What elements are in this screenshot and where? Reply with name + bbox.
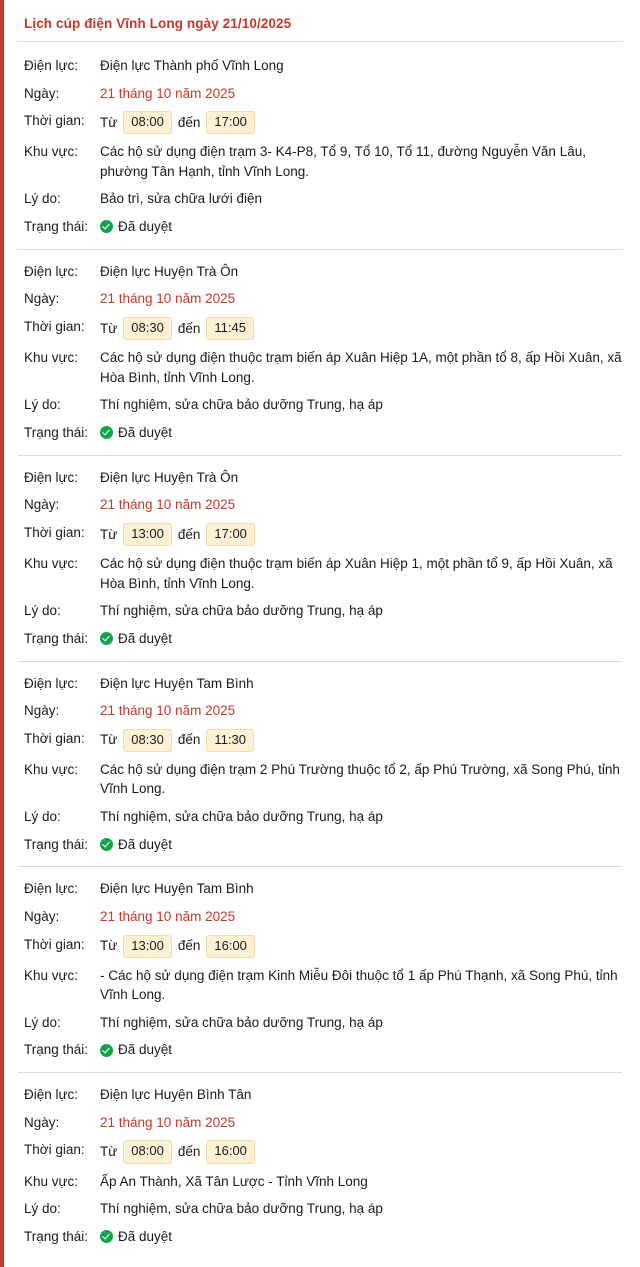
outage-row bbox=[18, 419, 622, 449]
time-to-word: đến bbox=[177, 938, 201, 954]
outage-row bbox=[18, 756, 622, 803]
value-status bbox=[90, 835, 622, 857]
value-area: Các hộ sử dụng điện trạm 2 Phú Trường thuộc tổ 2, ấp Phú Trường, xã Song Phú, tỉnh Vĩnh Long. bbox=[100, 761, 620, 797]
outage-row bbox=[18, 1168, 622, 1196]
time-to-chip: 17:00 bbox=[206, 111, 255, 134]
label-reason: Lý do: bbox=[24, 1201, 61, 1217]
value-date: 21 tháng 10 năm 2025 bbox=[100, 908, 236, 924]
status-badge: Đã duyệt bbox=[118, 630, 173, 646]
value-date: 21 tháng 10 năm 2025 bbox=[100, 497, 236, 513]
value-area: Các hộ sử dụng điện thuộc trạm biến áp Xuân Hiệp 1A, một phần tổ 8, ấp Hồi Xuân, xã Hòa Bình, tỉnh Vĩnh Long. bbox=[100, 350, 622, 385]
label-reason: Lý do: bbox=[24, 603, 61, 619]
value-date: 21 tháng 10 năm 2025 bbox=[100, 291, 236, 307]
outage-row bbox=[18, 313, 622, 344]
status-badge: Đã duyệt bbox=[118, 1228, 173, 1244]
check-circle-icon bbox=[100, 426, 113, 439]
value-reason: Thí nghiệm, sửa chữa bảo dưỡng Trung, hạ áp bbox=[100, 808, 383, 824]
label-power-company: Điện lực: bbox=[24, 263, 79, 279]
value-reason: Thí nghiệm, sửa chữa bảo dưỡng Trung, hạ áp bbox=[100, 603, 383, 619]
outage-row bbox=[18, 1195, 622, 1223]
time-to-word: đến bbox=[177, 1144, 201, 1160]
label-reason: Lý do: bbox=[24, 808, 61, 824]
time-to-chip: 11:45 bbox=[206, 317, 254, 340]
value-date: 21 tháng 10 năm 2025 bbox=[100, 1114, 236, 1130]
time-to-chip: 11:30 bbox=[206, 729, 254, 752]
value-status bbox=[90, 629, 622, 651]
label-time: Thời gian: bbox=[24, 1142, 85, 1158]
status-badge: Đã duyệt bbox=[118, 1042, 173, 1058]
time-to-word: đến bbox=[177, 320, 201, 336]
value-time bbox=[90, 729, 622, 752]
label-time: Thời gian: bbox=[24, 318, 85, 334]
label-date: Ngày: bbox=[24, 291, 60, 307]
label-status: Trạng thái: bbox=[24, 1042, 89, 1058]
outage-row bbox=[18, 625, 622, 655]
value-date: 21 tháng 10 năm 2025 bbox=[100, 703, 236, 719]
outage-row bbox=[18, 1081, 622, 1109]
time-from-chip: 13:00 bbox=[123, 523, 172, 546]
value-time bbox=[90, 1140, 622, 1163]
outage-row bbox=[18, 185, 622, 213]
outage-row bbox=[18, 258, 622, 286]
label-time: Thời gian: bbox=[24, 524, 85, 540]
value-power-company: Điện lực Huyện Trà Ôn bbox=[100, 263, 239, 279]
time-from-chip: 08:30 bbox=[123, 317, 172, 340]
time-from-word: Từ bbox=[100, 526, 118, 542]
label-reason: Lý do: bbox=[24, 397, 61, 413]
label-power-company: Điện lực: bbox=[24, 1087, 79, 1103]
label-area: Khu vực: bbox=[24, 967, 79, 983]
outage-card bbox=[18, 456, 622, 662]
label-date: Ngày: bbox=[24, 1114, 60, 1130]
label-area: Khu vực: bbox=[24, 350, 79, 366]
outage-row bbox=[18, 1009, 622, 1037]
value-power-company: Điện lực Thành phố Vĩnh Long bbox=[100, 58, 284, 73]
time-to-chip: 16:00 bbox=[206, 1140, 255, 1163]
outage-row bbox=[18, 52, 622, 80]
value-date: 21 tháng 10 năm 2025 bbox=[100, 85, 236, 101]
time-from-chip: 13:00 bbox=[123, 935, 172, 958]
label-status: Trạng thái: bbox=[24, 836, 89, 852]
value-power-company: Điện lực Huyện Tam Bình bbox=[100, 675, 254, 691]
label-power-company: Điện lực: bbox=[24, 469, 79, 485]
label-status: Trạng thái: bbox=[24, 630, 89, 646]
status-badge: Đã duyệt bbox=[118, 836, 173, 852]
time-to-chip: 17:00 bbox=[206, 523, 255, 546]
time-to-word: đến bbox=[177, 732, 201, 748]
value-reason: Thí nghiệm, sửa chữa bảo dưỡng Trung, hạ áp bbox=[100, 397, 383, 413]
value-status bbox=[90, 423, 622, 445]
outage-card bbox=[18, 250, 622, 456]
outage-row bbox=[18, 1223, 622, 1253]
outage-row bbox=[18, 138, 622, 185]
outage-row bbox=[18, 1036, 622, 1066]
value-status bbox=[90, 1227, 622, 1249]
label-area: Khu vực: bbox=[24, 761, 79, 777]
value-time bbox=[90, 935, 622, 958]
outage-row bbox=[18, 344, 622, 391]
label-time: Thời gian: bbox=[24, 936, 85, 952]
status-badge: Đã duyệt bbox=[118, 219, 173, 234]
value-time bbox=[90, 523, 622, 546]
time-to-word: đến bbox=[177, 114, 201, 130]
label-time: Thời gian: bbox=[24, 113, 85, 129]
value-power-company: Điện lực Huyện Bình Tân bbox=[100, 1087, 252, 1103]
value-status bbox=[90, 217, 622, 239]
outage-row bbox=[18, 931, 622, 962]
label-area: Khu vực: bbox=[24, 1173, 79, 1189]
outage-row bbox=[18, 725, 622, 756]
check-circle-icon bbox=[100, 632, 113, 645]
outage-row bbox=[18, 597, 622, 625]
label-reason: Lý do: bbox=[24, 1014, 61, 1030]
check-circle-icon bbox=[100, 1230, 113, 1243]
outage-row bbox=[18, 697, 622, 725]
outage-row bbox=[18, 1136, 622, 1167]
value-power-company: Điện lực Huyện Tam Bình bbox=[100, 881, 254, 897]
outage-row bbox=[18, 213, 622, 243]
label-status: Trạng thái: bbox=[24, 424, 89, 440]
value-time bbox=[90, 317, 622, 340]
outage-row bbox=[18, 903, 622, 931]
time-from-word: Từ bbox=[100, 732, 118, 748]
time-from-word: Từ bbox=[100, 320, 118, 336]
outage-card bbox=[18, 1073, 622, 1258]
value-reason: Bảo trì, sửa chữa lưới điện bbox=[100, 191, 263, 207]
value-power-company: Điện lực Huyện Trà Ôn bbox=[100, 469, 239, 485]
label-area: Khu vực: bbox=[24, 556, 79, 571]
time-from-chip: 08:00 bbox=[123, 1140, 172, 1163]
label-status: Trạng thái: bbox=[24, 1228, 89, 1244]
value-time bbox=[90, 111, 622, 134]
time-from-chip: 08:00 bbox=[123, 111, 172, 134]
status-badge: Đã duyệt bbox=[118, 424, 173, 440]
outage-row bbox=[18, 107, 622, 138]
outage-row bbox=[18, 875, 622, 903]
outage-row bbox=[18, 962, 622, 1009]
time-from-word: Từ bbox=[100, 1144, 118, 1160]
label-power-company: Điện lực: bbox=[24, 675, 79, 691]
label-power-company: Điện lực: bbox=[24, 881, 79, 897]
time-from-word: Từ bbox=[100, 114, 118, 130]
label-reason: Lý do: bbox=[24, 191, 61, 207]
page-title: Lịch cúp điện Vĩnh Long ngày 21/10/2025 bbox=[24, 16, 292, 31]
value-area: Các hộ sử dụng điện trạm 3- K4-P8, Tổ 9, Tổ 10, Tổ 11, đường Nguyễn Văn Lâu, phường Tân Hạnh, tỉnh Vĩnh Long. bbox=[100, 144, 586, 179]
outage-card bbox=[18, 867, 622, 1073]
check-circle-icon bbox=[100, 1044, 113, 1057]
value-area: Ấp An Thành, Xã Tân Lược - Tỉnh Vĩnh Long bbox=[100, 1173, 368, 1189]
value-area: - Các hộ sử dụng điện trạm Kinh Miễu Đôi thuộc tổ 1 ấp Phú Thạnh, xã Song Phú, tỉnh Vĩnh Long. bbox=[100, 967, 618, 1003]
check-circle-icon bbox=[100, 838, 113, 851]
outage-card bbox=[18, 662, 622, 868]
time-to-chip: 16:00 bbox=[206, 935, 255, 958]
outage-row bbox=[18, 670, 622, 698]
outage-row bbox=[18, 391, 622, 419]
label-date: Ngày: bbox=[24, 908, 60, 924]
label-date: Ngày: bbox=[24, 703, 60, 719]
outage-list bbox=[18, 44, 622, 1259]
label-date: Ngày: bbox=[24, 85, 60, 101]
outage-row bbox=[18, 491, 622, 519]
value-status bbox=[90, 1040, 622, 1062]
value-reason: Thí nghiệm, sửa chữa bảo dưỡng Trung, hạ áp bbox=[100, 1014, 383, 1030]
outage-row bbox=[18, 80, 622, 108]
outage-row bbox=[18, 831, 622, 861]
label-area: Khu vực: bbox=[24, 144, 79, 160]
time-to-word: đến bbox=[177, 526, 201, 542]
time-from-word: Từ bbox=[100, 938, 118, 954]
outage-card bbox=[18, 44, 622, 250]
outage-row bbox=[18, 285, 622, 313]
title-divider bbox=[18, 41, 622, 42]
label-status: Trạng thái: bbox=[24, 219, 89, 234]
outage-row bbox=[18, 464, 622, 492]
value-reason: Thí nghiệm, sửa chữa bảo dưỡng Trung, hạ áp bbox=[100, 1201, 383, 1217]
label-date: Ngày: bbox=[24, 497, 60, 513]
page-content bbox=[4, 0, 640, 1267]
label-time: Thời gian: bbox=[24, 730, 85, 746]
value-area: Các hộ sử dụng điện thuộc trạm biến áp Xuân Hiệp 1, một phần tổ 9, ấp Hồi Xuân, xã Hòa Bình, tỉnh Vĩnh Long. bbox=[100, 556, 613, 591]
outage-row bbox=[18, 803, 622, 831]
check-circle-icon bbox=[100, 220, 113, 233]
label-power-company: Điện lực: bbox=[24, 58, 79, 73]
outage-row bbox=[18, 550, 622, 597]
time-from-chip: 08:30 bbox=[123, 729, 172, 752]
outage-row bbox=[18, 519, 622, 550]
outage-row bbox=[18, 1109, 622, 1137]
